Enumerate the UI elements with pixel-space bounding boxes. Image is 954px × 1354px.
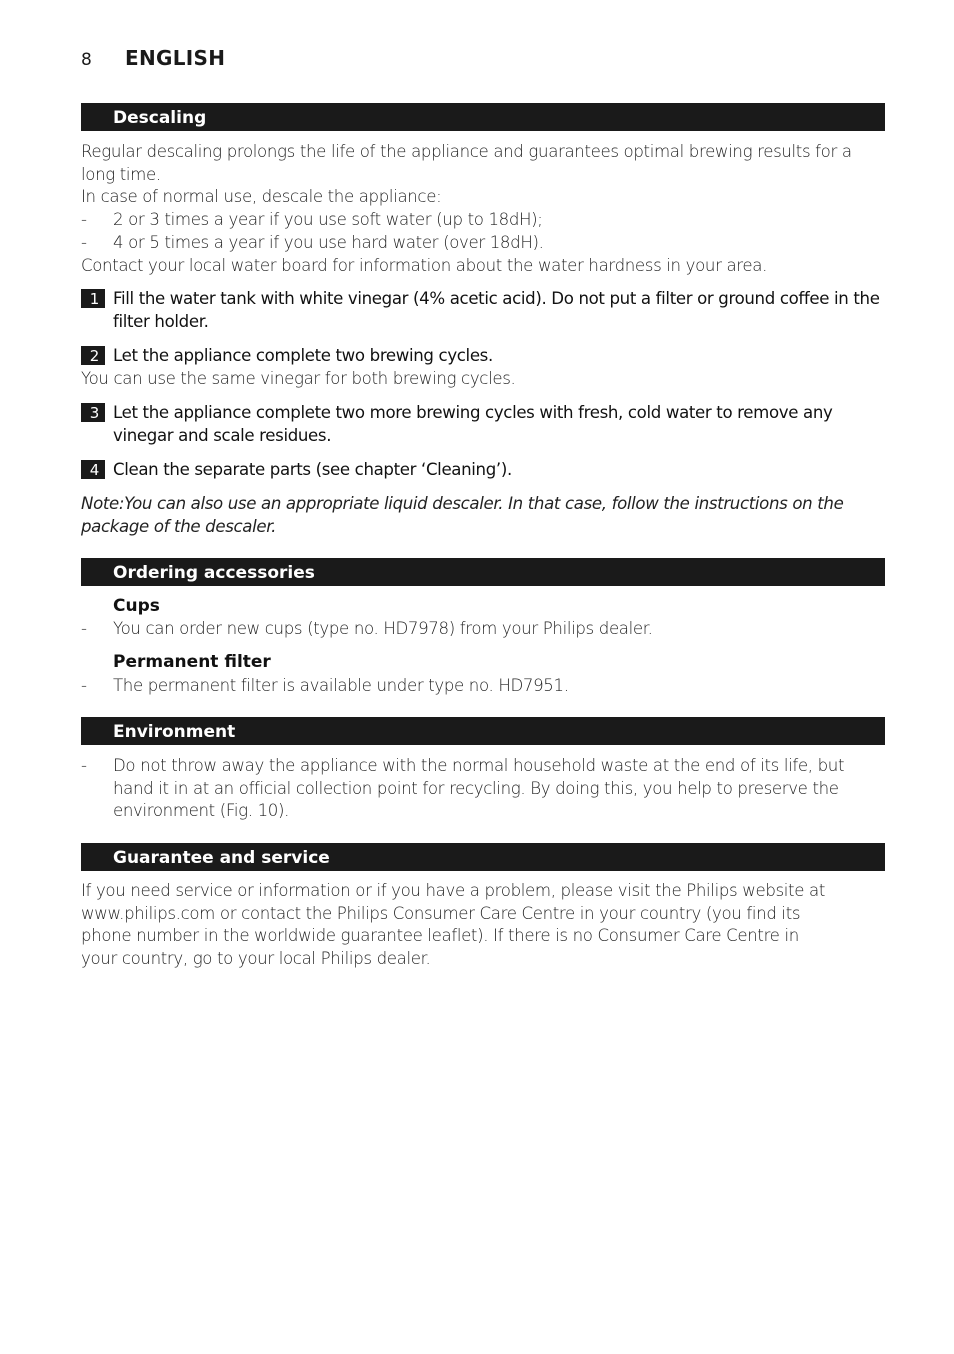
permanent-filter-heading: Permanent filter: [113, 652, 271, 672]
section-heading-guarantee-service: Guarantee and service: [81, 843, 885, 871]
dash-bullet: -: [81, 232, 87, 252]
descaling-intro-paragraph: Regular descaling prolongs the life of the appliance and guarantees optimal brewing results for a long time.: [81, 142, 852, 184]
step-3: [81, 402, 881, 447]
step-text: Fill the water tank with white vinegar (4% acetic acid). Do not put a filter or ground coffee in the filter holder.: [113, 289, 880, 331]
step-number-badge: 2: [81, 346, 105, 365]
step-number-badge: 1: [81, 289, 105, 308]
step-2-note: You can use the same vinegar for both brewing cycles.: [81, 369, 516, 388]
page-language: ENGLISH: [125, 46, 226, 70]
list-item: [81, 755, 861, 823]
section-heading-environment: Environment: [81, 717, 885, 745]
descaler-note: Note:You can also use an appropriate liquid descaler. In that case, follow the instructions on the package of the descaler.: [81, 494, 844, 536]
permanent-filter-list: [81, 675, 881, 698]
descaling-frequency-intro: In case of normal use, descale the appliance:: [81, 187, 442, 207]
section-heading-descaling: Descaling: [81, 103, 885, 131]
step-text: Let the appliance complete two brewing cycles.: [113, 346, 493, 365]
dash-bullet: -: [81, 619, 87, 638]
descaling-intro: [81, 141, 861, 277]
dash-bullet: -: [81, 676, 87, 695]
list-item-text: 2 or 3 times a year if you use soft water (up to 18dH);: [113, 210, 543, 230]
list-item-text: The permanent filter is available under type no. HD7951.: [113, 676, 569, 695]
step-number-badge: 3: [81, 403, 105, 422]
environment-list: [81, 755, 861, 823]
step-text: Clean the separate parts (see chapter ‘Cleaning’).: [113, 460, 512, 479]
section-heading-ordering-accessories: Ordering accessories: [81, 558, 885, 586]
step-4: [81, 459, 881, 482]
step-text: Let the appliance complete two more brewing cycles with fresh, cold water to remove any vinegar and scale residues.: [113, 403, 833, 445]
step-2: [81, 345, 881, 368]
page-number: 8: [81, 50, 92, 70]
step-number-badge: 4: [81, 460, 105, 479]
list-item: [81, 675, 881, 698]
list-item: [81, 618, 881, 641]
list-item-text: Do not throw away the appliance with the normal household waste at the end of its life, but hand it in at an official collection point for recycling. By doing this, you help to preserve the environment (Fig. 10).: [113, 756, 845, 821]
guarantee-text: If you need service or information or if you have a problem, please visit the Philips website at www.philips.com or contact the Philips Consumer Care Centre in your country (you find its phone number in the worldwide guarantee leaflet). If there is no Consumer Care Centre in your country, go to your local Philips dealer.: [81, 881, 825, 969]
page-header: [81, 46, 225, 70]
dash-bullet: -: [81, 210, 87, 230]
list-item-text: 4 or 5 times a year if you use hard water (over 18dH).: [113, 232, 544, 252]
list-item: [81, 209, 861, 232]
list-item: [81, 232, 861, 255]
list-item-text: You can order new cups (type no. HD7978) from your Philips dealer.: [113, 619, 653, 638]
descaling-contact-text: Contact your local water board for information about the water hardness in your area.: [81, 255, 768, 275]
cups-list: [81, 618, 881, 641]
cups-heading: Cups: [113, 596, 160, 616]
step-1: [81, 288, 881, 333]
dash-bullet: -: [81, 756, 87, 775]
